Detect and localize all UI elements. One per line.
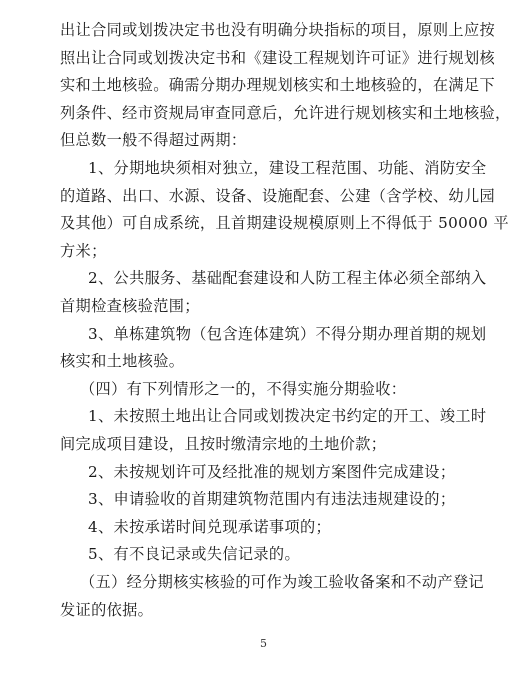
text-line: 实和土地核验。确需分期办理规划核实和土地核验的，在满足下 <box>60 76 496 95</box>
text-line: 2、公共服务、基础配套建设和人防工程主体必须全部纳入 <box>88 269 487 288</box>
page-number: 5 <box>260 637 267 650</box>
text-line: 1、分期地块须相对独立，建设工程范围、功能、消防安全 <box>88 159 487 177</box>
text-line: 列条件、经市资规局审查同意后，允许进行规划核实和土地核验， <box>60 103 511 122</box>
section-heading: （四）有下列情形之一的，不得实施分期验收： <box>80 379 407 398</box>
text-line: 照出让合同或划拨决定书和《建设工程规划许可证》进行规划核 <box>60 48 496 67</box>
text-line: 3、申请验收的首期建筑物范围内有违法违规建设的； <box>88 490 456 509</box>
text-line: 的道路、出口、水源、设备、设施配套、公建（含学校、幼儿园 <box>60 186 496 205</box>
text-line: 出让合同或划拨决定书也没有明确分块指标的项目，原则上应按 <box>60 21 496 39</box>
text-line: 4、未按承诺时间兑现承诺事项的； <box>88 517 332 536</box>
text-line: 方米； <box>60 241 107 260</box>
text-line: 2、未按规划许可及经批准的规划方案图件完成建设； <box>88 462 456 481</box>
text-line: 1、未按照土地出让合同或划拨决定书约定的开工、竣工时 <box>88 407 487 426</box>
text-line: 核实和土地核验。 <box>60 352 185 371</box>
text-line: 但总数一般不得超过两期： <box>60 131 247 150</box>
text-line: 3、单栋建筑物（包含连体建筑）不得分期办理首期的规划 <box>88 324 487 343</box>
text-line: 5、有不良记录或失信记录的。 <box>88 545 301 564</box>
text-line: 间完成项目建设，且按时缴清宗地的土地价款； <box>60 435 387 453</box>
text-line: 发证的依据。 <box>60 600 154 619</box>
text-line: 及其他）可自成系统，且首期建设规模原则上不得低于 50000 平 <box>60 214 509 233</box>
section-heading: （五）经分期核实核验的可作为竣工验收备案和不动产登记 <box>80 573 484 591</box>
text-line: 首期检查核验范围； <box>60 297 200 315</box>
